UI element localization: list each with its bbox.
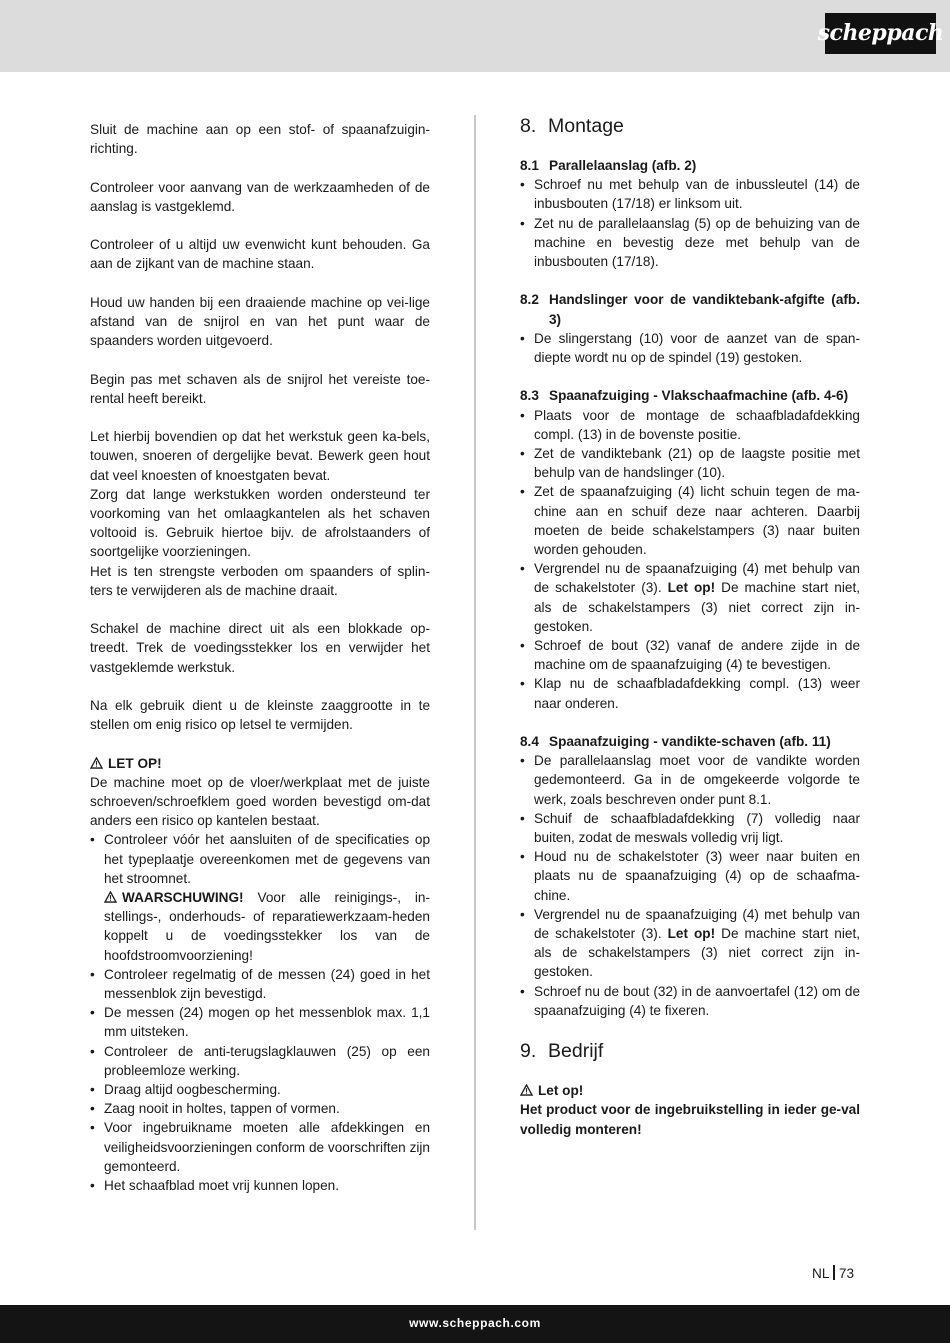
column-divider (474, 115, 476, 1230)
list-item: • De parallelaanslag moet voor de vandikte worden gedemonteerd. Ga in de omgekeerde volgorde te werk, zoals beschreven onder punt 8.1. (520, 751, 860, 809)
warning-title: LET OP! (108, 755, 162, 771)
list-item: • Zaag nooit in holtes, tappen of vormen. (90, 1099, 430, 1118)
list-item: • Plaats voor de montage de schaafbladafdekking compl. (13) in de bovenste positie. (520, 406, 860, 444)
paragraph: Begin pas met schaven als de snijrol het vereiste toe-rental heeft bereikt. (90, 371, 430, 406)
subsection-heading-8-4: 8.4 Spaanafzuiging - vandikte-schaven (afb. 11) (520, 734, 831, 750)
warning-label: WAARSCHUWING! (122, 890, 244, 905)
list-item: • Vergrendel nu de spaanafzuiging (4) met behulp van de schakelstoter (3). Let op! De machine start niet, als de schakelstampers (3) niet correct zijn in-gestoken. (520, 559, 860, 636)
paragraph: Let hierbij bovendien op dat het werkstuk geen ka-bels, touwen, snoeren of dergelijke bevat. Bewerk geen hout dat veel knoesten of knoestgaten bevat. (90, 429, 430, 483)
paragraph: Zorg dat lange werkstukken worden ondersteund ter voorkoming van het omlaagkantelen als het schaven voltooid is. Gebruik hiertoe bijv. de afrolstaanders of soortgelijke voorzieningen. (90, 486, 430, 560)
page-number: NL 73 (812, 1266, 855, 1281)
left-column (90, 120, 430, 1195)
list-item: • Schuif de schaafbladafdekking (7) volledig naar buiten, zodat de meswals volledig vrij ligt. (520, 809, 860, 847)
warning-heading (90, 754, 430, 773)
list-item: • De messen (24) mogen op het messenblok max. 1,1 mm uitsteken. (90, 1003, 430, 1041)
warning-text: Het product voor de ingebruikstelling in ieder ge-val volledig monteren! (520, 1102, 860, 1137)
list-item: • Controleer de anti-terugslagklauwen (25) op een probleemloze werking. (90, 1042, 430, 1080)
website-link[interactable]: www.scheppach.com (409, 1316, 541, 1330)
subsection-heading-8-3: 8.3 Spaanafzuiging - Vlakschaafmachine (afb. 4-6) (520, 388, 849, 404)
paragraph: Sluit de machine aan op een stof- of spaanafzuigin-richting. (90, 122, 430, 157)
header-bar (0, 0, 950, 72)
safety-list (90, 830, 430, 1195)
warning-icon (520, 1084, 533, 1096)
paragraph: Schakel de machine direct uit als een blokkade op-treedt. Trek de voedingsstekker los en verwijder het vastgeklemde werkstuk. (90, 621, 430, 675)
subsection-heading-8-2: 8.2 Handslinger voor de vandiktebank-afgifte (afb. 3) (520, 292, 860, 327)
right-column (520, 114, 860, 1139)
warning-text: De machine moet op de vloer/werkplaat met de juiste schroeven/schroefklem goed worden bevestigd om-dat anders een risico op kantelen bestaat. (90, 774, 430, 829)
list-item: • Draag altijd oogbescherming. (90, 1080, 430, 1099)
list-item: • Het schaafblad moet vrij kunnen lopen. (90, 1176, 430, 1195)
section-heading-9: 9. Bedrijf (520, 1040, 604, 1063)
warning-title: Let op! (538, 1083, 584, 1099)
list-item: • Vergrendel nu de spaanafzuiging (4) met behulp van de schakelstoter (3). Let op! De machine start niet, als de schakelstampers (3) niet correct zijn in-gestoken. (520, 905, 860, 982)
separator (833, 1265, 835, 1280)
list-item: • De slingerstang (10) voor de aanzet van de span-diepte wordt nu op de spindel (19) gestoken. (520, 329, 860, 367)
warning-icon (90, 757, 103, 769)
warning-heading (520, 1081, 860, 1100)
list-item: • Schroef de bout (32) vanaf de andere zijde in de machine om de spaanafzuiging (4) te bevestigen. (520, 636, 860, 674)
instruction-list (520, 329, 860, 367)
paragraph: Controleer voor aanvang van de werkzaamheden of de aanslag is vastgeklemd. (90, 179, 430, 214)
list-item: • Zet de vandiktebank (21) op de laagste positie met behulp van de handslinger (10). (520, 444, 860, 482)
footer-bar (0, 1305, 950, 1343)
instruction-list (520, 751, 860, 1020)
section-heading-8: 8. Montage (520, 115, 624, 137)
list-item: • Controleer vóór het aansluiten of de specificaties op het typeplaatje overeenkomen met de gegevens van het stroomnet. WAARSCHUWING! Voor alle reinigings-, in-stellings-, onderhouds- of reparatiewerkzaam-heden koppelt u de voedingsstekker los van de hoofdstroomvoorziening! (90, 830, 430, 964)
list-item: • Zet nu de parallelaanslag (5) op de behuizing van de machine en bevestig deze met behulp van de inbusbouten (17/18). (520, 214, 860, 272)
paragraph: Houd uw handen bij een draaiende machine op vei-lige afstand van de snijrol en van het punt waar de spaanders worden uitgevoerd. (90, 294, 430, 349)
list-item: • Schroef nu de bout (32) in de aanvoertafel (12) om de spaanafzuiging (4) te fixeren. (520, 982, 860, 1020)
list-item: • Schroef nu met behulp van de inbussleutel (14) de inbusbouten (17/18) er linksom uit. (520, 175, 860, 213)
warning-icon (104, 891, 117, 903)
scheppach-logo (817, 13, 944, 54)
list-item: • Zet de spaanafzuiging (4) licht schuin tegen de ma-chine aan en schuif deze naar achteren. Daarbij moeten de beide schakelstampers (3) naar buiten worden gehouden. (520, 482, 860, 559)
list-item: • Voor ingebruikname moeten alle afdekkingen en veiligheidsvoorzieningen conform de voorschriften zijn gemonteerd. (90, 1118, 430, 1176)
list-item: • Houd nu de schakelstoter (3) weer naar buiten en plaats nu de spaanafzuiging (4) op de schaafma-chine. (520, 847, 860, 905)
instruction-list (520, 175, 860, 271)
paragraph: Het is ten strengste verboden om spaanders of splin-ters te verwijderen als de machine draait. (90, 563, 430, 598)
brand-name: scheppach (817, 19, 944, 46)
list-item: • Klap nu de schaafbladafdekking compl. (13) weer naar onderen. (520, 674, 860, 712)
instruction-list (520, 406, 860, 713)
subsection-heading-8-1: 8.1 Parallelaanslag (afb. 2) (520, 158, 697, 173)
list-item: • Controleer regelmatig of de messen (24) goed in het messenblok zijn bevestigd. (90, 965, 430, 1003)
warning-note: WAARSCHUWING! Voor alle reinigings-, in-stellings-, onderhouds- of reparatiewerkzaam-heden koppelt u de voedingsstekker los van de hoofdstroomvoorziening! (104, 890, 430, 963)
paragraph: Controleer of u altijd uw evenwicht kunt behouden. Ga aan de zijkant van de machine staan. (90, 237, 430, 272)
paragraph: Na elk gebruik dient u de kleinste zaaggrootte in te stellen om enig risico op letsel te vermijden. (90, 697, 430, 733)
